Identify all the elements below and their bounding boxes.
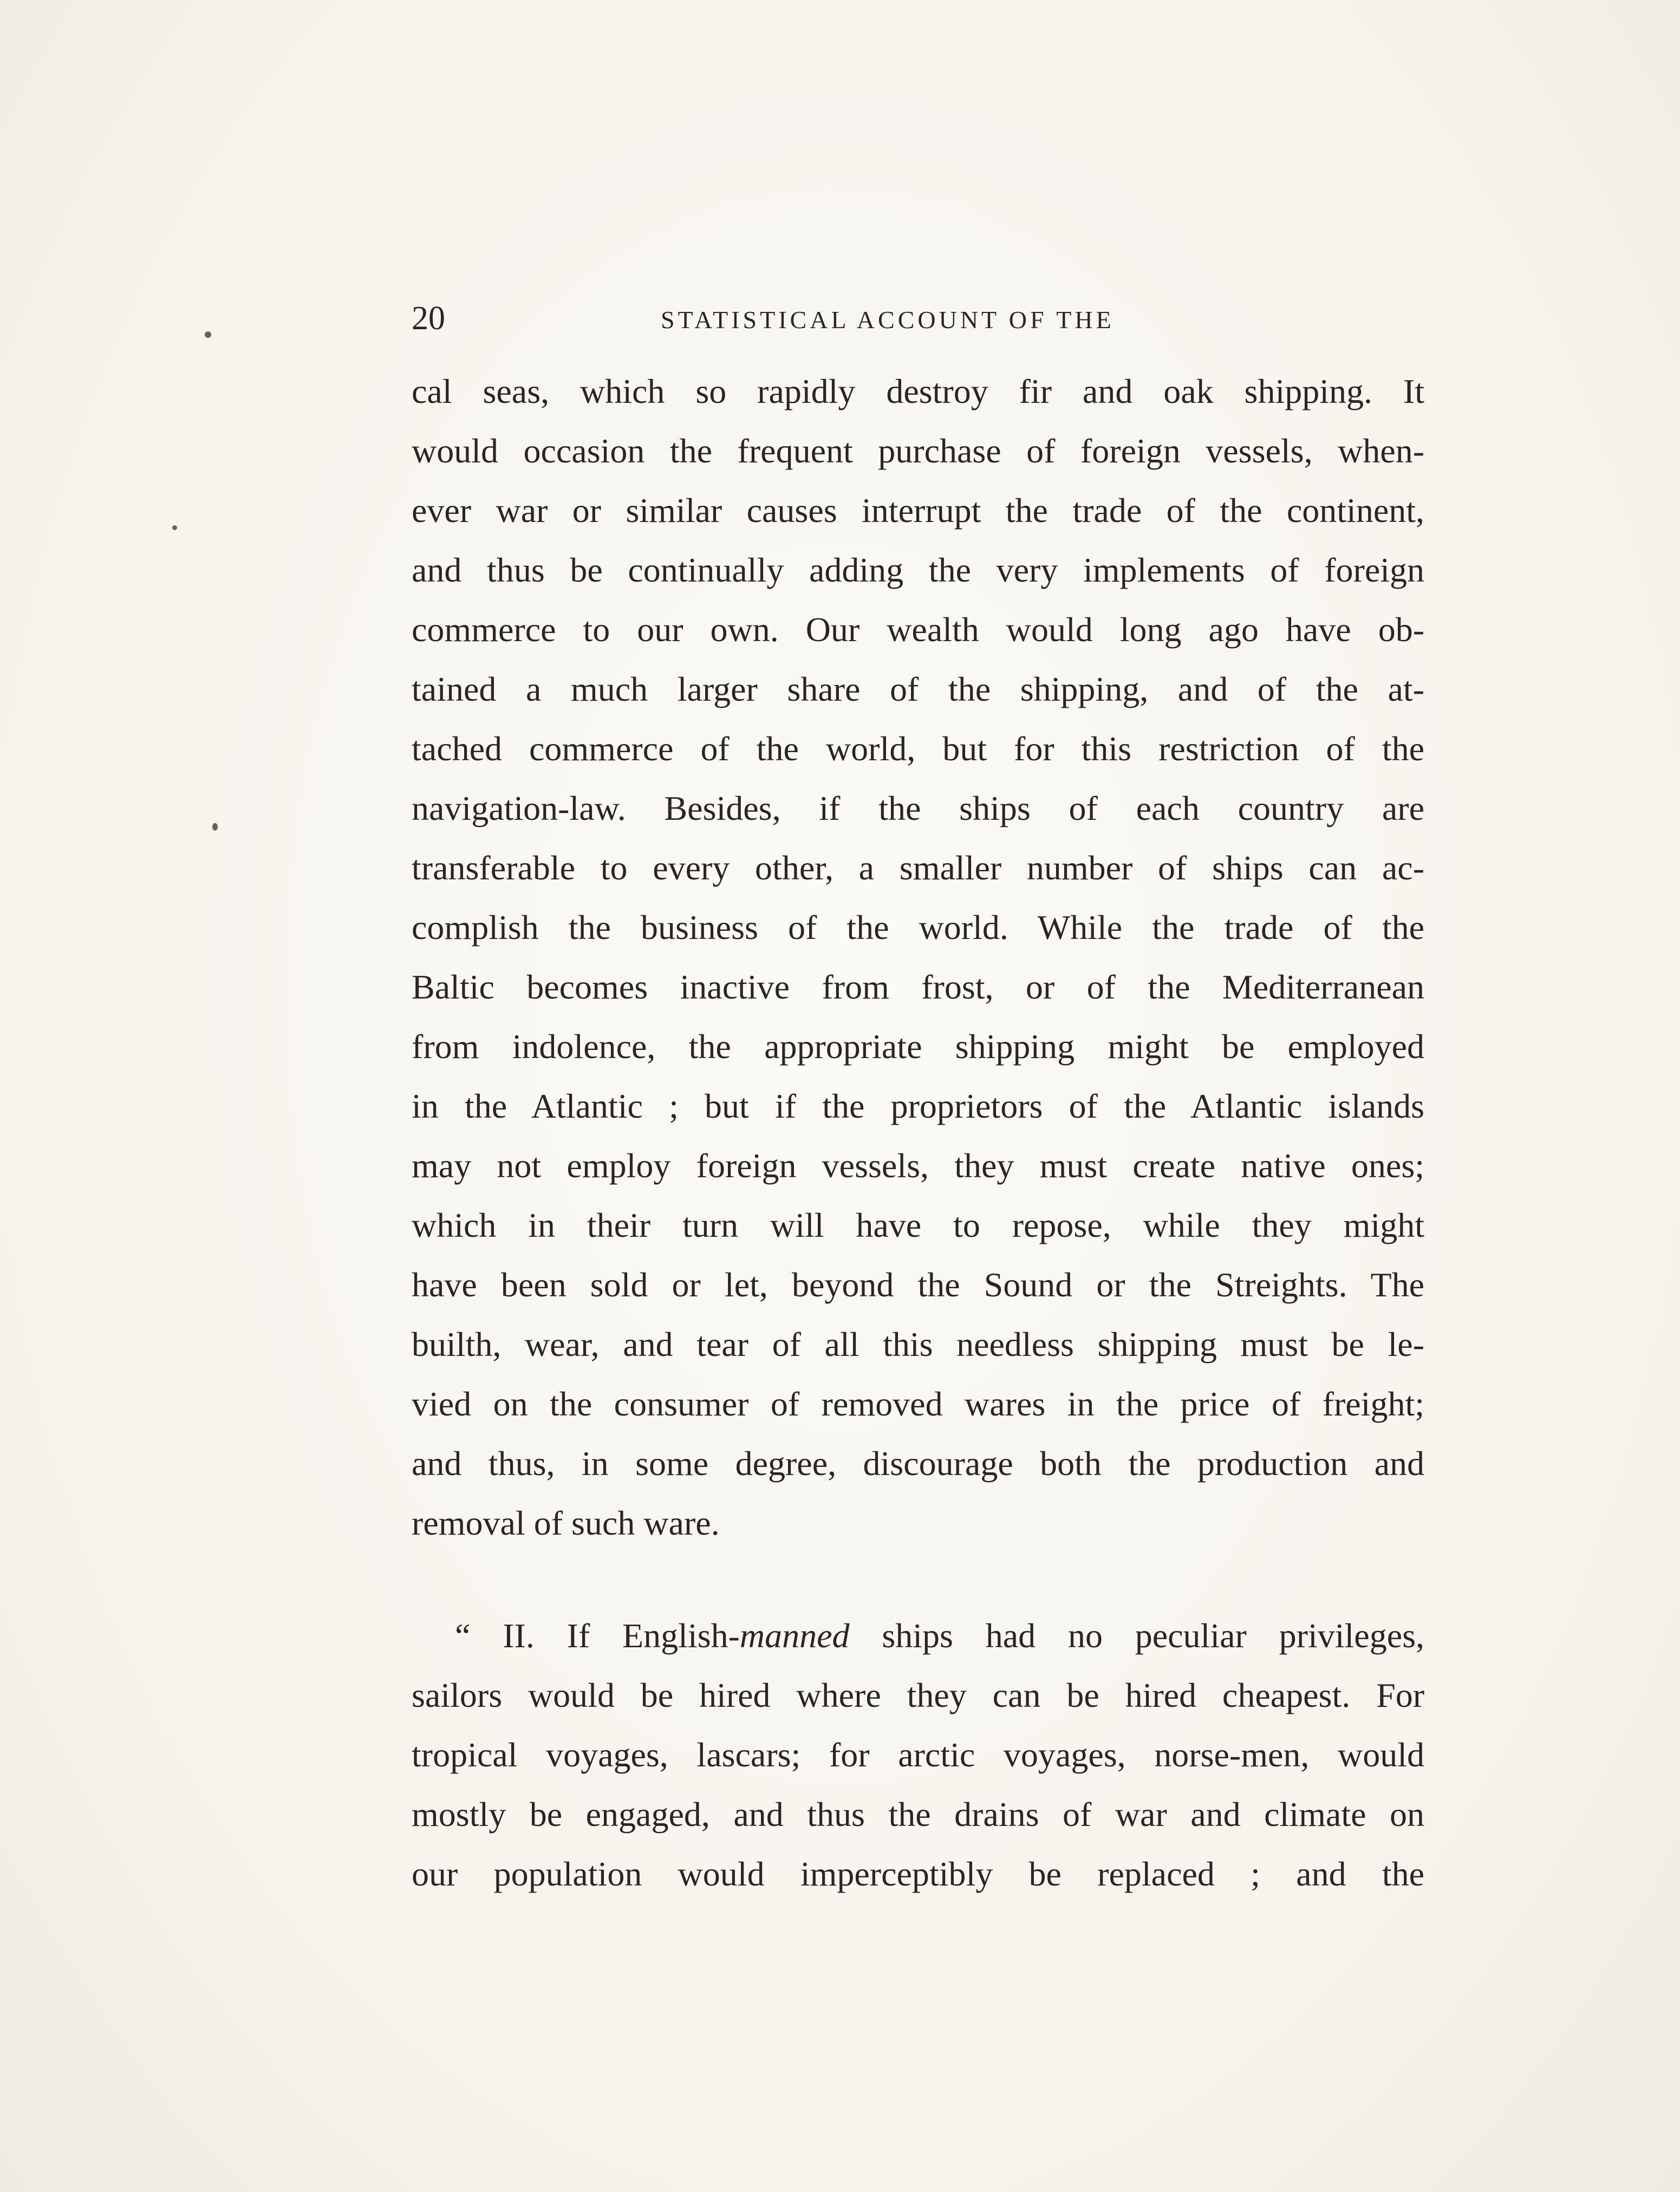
text-line: removal of such ware. <box>412 1504 720 1542</box>
text-line: commerce to our own. Our wealth would long ago have ob- <box>412 610 1424 649</box>
page-header <box>412 297 1191 340</box>
text-line: and thus, in some degree, discourage both the production and <box>412 1444 1424 1483</box>
text-line: our population would imperceptibly be replaced ; and the <box>412 1855 1424 1893</box>
text-line: may not employ foreign vessels, they must create native ones; <box>412 1146 1424 1185</box>
text-line: complish the business of the world. While the trade of the <box>412 908 1424 947</box>
text-line: mostly be engaged, and thus the drains of war and climate on <box>412 1795 1424 1834</box>
paper-speck <box>212 823 218 831</box>
text-line: tropical voyages, lascars; for arctic voyages, norse-men, would <box>412 1736 1424 1774</box>
text-line: transferable to every other, a smaller number of ships can ac- <box>412 849 1424 887</box>
italic-word: manned <box>739 1616 850 1655</box>
text-line: tained a much larger share of the shipping, and of the at- <box>412 670 1424 708</box>
text-line: cal seas, which so rapidly destroy fir and oak shipping. It <box>412 372 1424 410</box>
text-line: sailors would be hired where they can be hired cheapest. For <box>412 1676 1424 1714</box>
text-line: navigation-law. Besides, if the ships of each country are <box>412 789 1424 827</box>
text-segment: “ II. If English- <box>455 1616 740 1655</box>
page-number: 20 <box>412 300 445 337</box>
text-line: Baltic becomes inactive from frost, or of the Mediterranean <box>412 968 1424 1006</box>
text-line: tached commerce of the world, but for this restriction of the <box>412 729 1424 768</box>
text-line: builth, wear, and tear of all this needless shipping must be le- <box>412 1325 1424 1364</box>
paper-speck <box>205 331 211 338</box>
text-line: and thus be continually adding the very implements of foreign <box>412 551 1424 589</box>
text-line-first <box>412 1606 1424 1666</box>
text-line: which in their turn will have to repose, while they might <box>412 1206 1424 1244</box>
text-line: from indolence, the appropriate shipping might be employed <box>412 1027 1424 1066</box>
text-line: vied on the consumer of removed wares in the price of freight; <box>412 1385 1424 1423</box>
text-line: would occasion the frequent purchase of foreign vessels, when- <box>412 432 1424 470</box>
text-line: ever war or similar causes interrupt the trade of the continent, <box>412 491 1424 530</box>
paragraph-1 <box>412 362 1424 1553</box>
paper-speck <box>172 525 177 530</box>
text-line: in the Atlantic ; but if the proprietors of the Atlantic islands <box>412 1087 1424 1125</box>
paragraph-2 <box>412 1606 1424 1904</box>
text-segment: ships had no peculiar privileges, <box>849 1616 1424 1655</box>
text-line: have been sold or let, beyond the Sound or the Streights. The <box>412 1265 1424 1304</box>
running-title: STATISTICAL ACCOUNT OF THE <box>661 306 1115 334</box>
